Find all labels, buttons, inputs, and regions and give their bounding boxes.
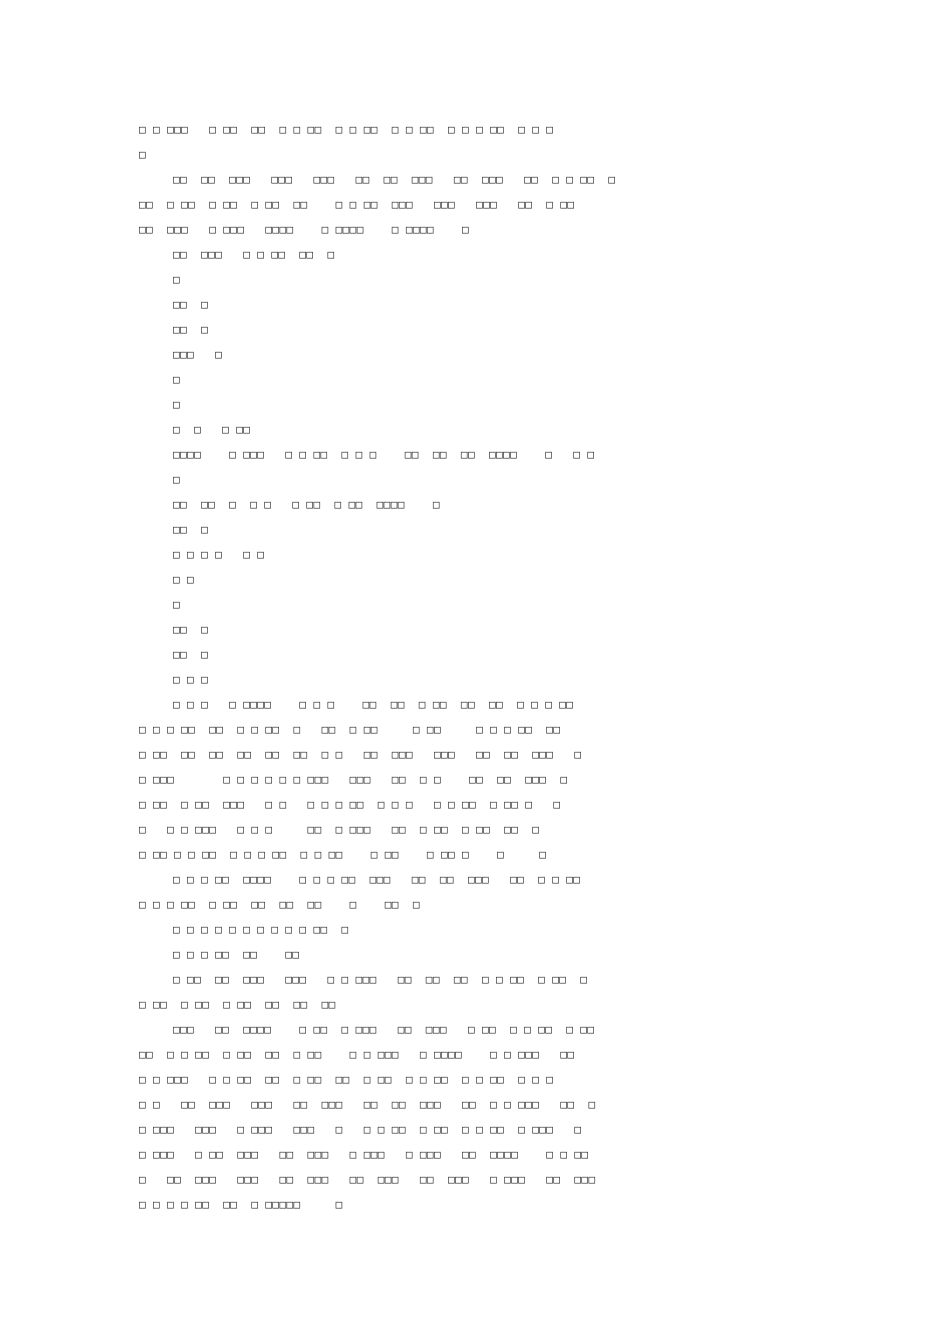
text-line: □ □ □□□ □ □□ □□ □ □ □□ □ □ □□ □ □ □□ □ □ □ □□ □ □ □: [139, 123, 554, 136]
text-line: □□ □: [173, 298, 209, 311]
text-line: □ □□□ □□□ □ □□□ □□□ □ □ □ □□ □ □□ □ □ □□ □ □□□ □: [139, 1123, 582, 1136]
text-line: □□ □ □□ □ □□ □ □□ □□ □ □ □□ □□□ □□□ □□□ □□ □ □□: [139, 198, 575, 211]
text-line: □: [173, 598, 181, 611]
text-line: □□ □□ □□□ □□□ □□□ □□ □□ □□□ □□ □□□ □□ □ □ □□ □: [173, 173, 616, 186]
text-line: □ □□ □□ □□□ □□□ □ □ □□□ □□ □□ □□ □ □ □□ □ □□ □: [173, 973, 588, 986]
text-line: □□ □: [173, 648, 209, 661]
text-line: □: [173, 473, 181, 486]
text-line: □ □ □ □ □□□□ □ □ □ □□ □□ □ □□ □□ □□ □ □ □ □□: [173, 698, 574, 711]
text-line: □ □□□ □ □□ □□□ □□ □□□ □ □□□ □ □□□ □□ □□□□ □ □ □□: [139, 1148, 589, 1161]
text-line: □ □ □: [173, 673, 209, 686]
text-line: □□ □□□ □ □□□ □□□□ □ □□□□ □ □□□□ □: [139, 223, 470, 236]
text-line: □: [173, 273, 181, 286]
body-text: [139, 117, 814, 1217]
text-line: □ □□ □ □□ □□□ □ □ □ □ □ □□ □ □ □ □ □ □□ □ □□ □ □: [139, 798, 561, 811]
text-line: □□□ □□ □□□□ □ □□ □ □□□ □□ □□□ □ □□ □ □ □□ □ □□: [173, 1023, 595, 1036]
text-line: □ □ □ □ □□ □□ □ □□□□□ □: [139, 1198, 343, 1211]
text-line: □□ □ □ □□ □ □□ □□ □ □□ □ □ □□□ □ □□□□ □ □ □□□ □□: [139, 1048, 575, 1061]
text-line: □ □ □□ □□□ □□□ □□ □□□ □□ □□ □□□ □□ □ □ □□□ □□ □: [139, 1098, 596, 1111]
text-line: □□ □□ □ □ □ □ □□ □ □□ □□□□ □: [173, 498, 440, 511]
text-line: □□ □: [173, 323, 209, 336]
text-line: □ □□ □ □ □□ □ □ □ □□ □ □ □□ □ □□ □ □□ □ □ □: [139, 848, 547, 861]
text-line: □ □ □ □□ □□ □ □ □□ □ □□ □ □□ □ □□ □ □ □ □□ □□: [139, 723, 561, 736]
text-line: □□ □: [173, 523, 209, 536]
text-line: □: [173, 398, 181, 411]
text-line: □ □□□ □ □ □ □ □ □ □□□ □□□ □□ □ □ □□ □□ □□□ □: [139, 773, 568, 786]
text-line: □ □ □ □ □ □: [173, 548, 265, 561]
text-line: □□□ □: [173, 348, 223, 361]
text-line: □ □ □□□ □ □ □□ □□ □ □□ □□ □ □□ □ □ □□ □ □ □□ □ □ □: [139, 1073, 554, 1086]
text-line: □ □ □ □ □ □ □ □ □ □ □□ □: [173, 923, 349, 936]
text-line: □□ □□□ □ □ □□ □□ □: [173, 248, 335, 261]
text-line: □ □ □ □□□ □ □ □ □□ □ □□□ □□ □ □□ □ □□ □□ □: [139, 823, 540, 836]
text-line: □ □: [173, 573, 195, 586]
text-line: □□ □: [173, 623, 209, 636]
text-line: □ □ □ □□ □□□□ □ □ □ □□ □□□ □□ □□ □□□ □□ □ □ □□: [173, 873, 581, 886]
text-line: □ □□ □ □□ □ □□ □□ □□ □□: [139, 998, 336, 1011]
text-line: □ □□ □□ □□ □□ □□ □□ □ □ □□ □□□ □□□ □□ □□ □□□ □: [139, 748, 582, 761]
text-line: □: [139, 148, 147, 161]
text-line: □ □ □ □□ □□ □□: [173, 948, 300, 961]
text-line: □: [173, 373, 181, 386]
text-line: □□□□ □ □□□ □ □ □□ □ □ □ □□ □□ □□ □□□□ □ □ □: [173, 448, 595, 461]
text-line: □ □□ □□□ □□□ □□ □□□ □□ □□□ □□ □□□ □ □□□ □□ □□□: [139, 1173, 596, 1186]
text-line: □ □ □ □□ □ □□ □□ □□ □□ □ □□ □: [139, 898, 420, 911]
text-line: □ □ □ □□: [173, 423, 251, 436]
